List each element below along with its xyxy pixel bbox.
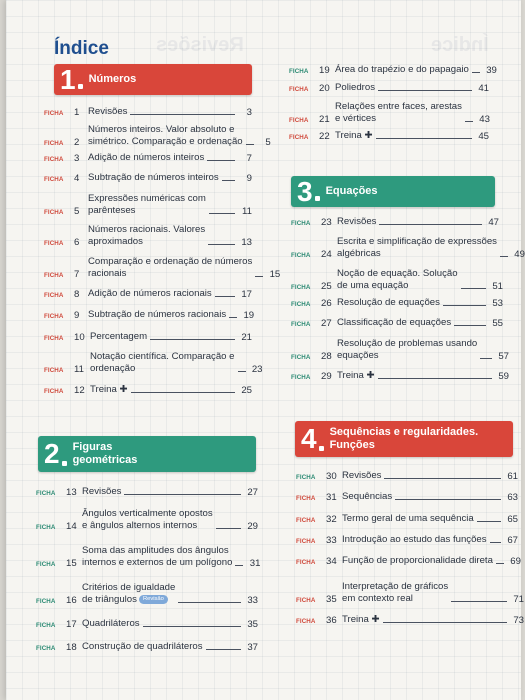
section-header-1 — [54, 64, 252, 95]
toc-entry[interactable] — [296, 470, 518, 482]
section-dot — [78, 84, 83, 89]
plus-icon: ✚ — [116, 384, 128, 395]
entry-title-text: Área do trapézio e do papagaio — [335, 64, 469, 75]
leader-line — [383, 622, 507, 623]
entry-title — [88, 193, 206, 217]
ficha-label: FICHA — [44, 208, 64, 216]
section-name: Números — [88, 73, 137, 86]
ficha-label: FICHA — [291, 251, 311, 259]
entry-title-text: Expressões numéricas com parênteses — [88, 193, 206, 216]
page-number: 67 — [507, 534, 518, 546]
leader-line — [454, 325, 486, 326]
entry-title — [342, 513, 474, 525]
entry-title — [88, 106, 127, 118]
entry-title-text: Resolução de equações — [337, 297, 440, 308]
toc-entry[interactable] — [296, 491, 518, 503]
entry-title — [88, 172, 219, 184]
page-number: 35 — [247, 618, 258, 630]
entry-title-text: Quadriláteros — [82, 618, 140, 629]
entry-title — [90, 331, 147, 343]
section-number: 3 — [297, 175, 313, 207]
page-number: 15 — [269, 268, 281, 280]
ficha-number: 1 — [74, 106, 80, 118]
leader-line — [124, 494, 241, 495]
page-number: 49 — [514, 248, 525, 260]
page-number: 41 — [478, 82, 489, 94]
section-dot — [62, 461, 67, 466]
toc-entry[interactable] — [289, 130, 489, 142]
page-number: 59 — [498, 370, 509, 382]
entry-title — [337, 216, 376, 228]
ficha-number: 14 — [66, 520, 77, 532]
entry-title — [82, 641, 203, 653]
ficha-label: FICHA — [36, 489, 56, 497]
page-number: 51 — [492, 280, 503, 292]
page-number: 39 — [486, 64, 497, 76]
entry-title — [82, 486, 121, 498]
leader-line — [496, 563, 504, 564]
ficha-number: 9 — [74, 309, 80, 321]
page-number: 31 — [249, 557, 261, 569]
plus-icon: ✚ — [368, 614, 380, 625]
ficha-label: FICHA — [44, 175, 64, 183]
ficha-number: 29 — [321, 370, 332, 382]
entry-title — [82, 545, 232, 569]
entry-title-text: Resolução de problemas usando equações — [337, 338, 478, 361]
entry-title-text: Soma das amplitudes dos ângulos internos e externos de um polígono — [82, 545, 233, 568]
ficha-number: 3 — [74, 152, 80, 164]
ficha-label: FICHA — [291, 373, 311, 381]
entry-title — [90, 351, 235, 375]
section-dot — [315, 196, 320, 201]
toc-entry[interactable] — [289, 101, 489, 125]
ficha-number: 26 — [321, 297, 332, 309]
entry-title-text: Adição de números racionais — [88, 288, 212, 299]
entry-title-text: Notação científica. Comparação e ordenação — [90, 351, 235, 374]
page-number: 57 — [498, 350, 509, 362]
toc-entry[interactable] — [44, 331, 252, 343]
ficha-label: FICHA — [44, 239, 64, 247]
plus-icon: ✚ — [363, 370, 375, 381]
toc-entry[interactable] — [36, 508, 258, 532]
ficha-number: 36 — [326, 614, 337, 626]
toc-entry[interactable] — [296, 534, 518, 546]
leader-line — [178, 602, 241, 603]
entry-title-text: Introdução ao estudo das funções — [342, 534, 487, 545]
entry-title-text: Comparação e ordenação de números racionais — [88, 256, 253, 279]
toc-entry[interactable] — [291, 338, 509, 362]
entry-title — [335, 101, 462, 125]
entry-title — [88, 152, 204, 164]
leader-line — [206, 649, 241, 650]
leader-line — [384, 478, 501, 479]
page-number: 45 — [478, 130, 489, 142]
entry-title-text: Subtração de números inteiros — [88, 172, 219, 183]
entry-title — [342, 581, 448, 605]
ficha-number: 6 — [74, 236, 80, 248]
ficha-number: 12 — [74, 384, 85, 396]
entry-title-text: Subtração de números racionais — [88, 309, 227, 320]
ficha-number: 22 — [319, 130, 330, 142]
page-number: 29 — [247, 520, 258, 532]
leader-line — [461, 288, 486, 289]
page-number: 33 — [247, 594, 258, 606]
section-header-4 — [295, 421, 513, 457]
ficha-label: FICHA — [291, 219, 311, 227]
entry-title — [82, 618, 140, 630]
entry-title — [342, 614, 380, 626]
entry-title — [337, 370, 375, 382]
ficha-number: 31 — [326, 491, 337, 503]
ficha-number: 28 — [321, 350, 332, 362]
section-number: 2 — [44, 438, 60, 469]
leader-line — [209, 213, 235, 214]
entry-title — [82, 582, 175, 606]
leader-line — [465, 121, 473, 122]
page-number: 17 — [241, 288, 252, 300]
ficha-number: 35 — [326, 593, 337, 605]
page-number: 43 — [479, 113, 490, 125]
toc-entry[interactable] — [36, 545, 261, 569]
section-number: 4 — [301, 423, 317, 454]
entry-title-text: Sequências — [342, 491, 393, 502]
entry-title-text: Revisões — [88, 106, 128, 117]
toc-entry[interactable] — [44, 224, 252, 248]
entry-title-text: Poliedros — [335, 82, 375, 93]
entry-title-text: Revisões — [342, 470, 382, 481]
toc-entry[interactable] — [291, 317, 503, 329]
ficha-label: FICHA — [44, 366, 64, 374]
leader-line — [215, 296, 235, 297]
ficha-label: FICHA — [291, 320, 311, 328]
leader-line — [131, 392, 235, 393]
ficha-number: 4 — [74, 172, 80, 184]
section-dot — [319, 446, 324, 451]
ficha-number: 16 — [66, 594, 77, 606]
ficha-label: FICHA — [296, 617, 316, 625]
page-number: 71 — [513, 593, 524, 605]
page-number: 53 — [492, 297, 503, 309]
entry-title — [342, 491, 392, 503]
page-number: 55 — [492, 317, 503, 329]
ficha-label: FICHA — [296, 473, 316, 481]
ficha-label: FICHA — [36, 560, 56, 568]
ficha-number: 2 — [74, 136, 80, 148]
ficha-label: FICHA — [36, 597, 56, 605]
ficha-number: 13 — [66, 486, 77, 498]
ficha-number: 10 — [74, 331, 85, 343]
ficha-number: 7 — [74, 268, 80, 280]
page-number: 47 — [488, 216, 499, 228]
leader-line — [378, 90, 472, 91]
page-number: 11 — [242, 205, 252, 217]
leader-line — [379, 224, 482, 225]
page-number: 19 — [243, 309, 255, 321]
entry-title — [335, 130, 373, 142]
ficha-label: FICHA — [44, 155, 64, 163]
leader-line — [208, 244, 235, 245]
leader-line — [395, 499, 501, 500]
section-header-2 — [38, 436, 256, 472]
ficha-label: FICHA — [296, 558, 316, 566]
ficha-number: 5 — [74, 205, 80, 217]
section-name: Figuras geométricas — [72, 441, 138, 466]
entry-title — [90, 384, 128, 396]
entry-title-text: Percentagem — [90, 331, 148, 342]
entry-title-text: Ângulos verticalmente opostos e ângulos alternos internos — [82, 508, 213, 531]
ficha-label: FICHA — [44, 139, 64, 147]
ficha-label: FICHA — [289, 67, 309, 75]
page-number: 3 — [246, 106, 252, 118]
ficha-label: FICHA — [296, 516, 316, 524]
toc-entry[interactable] — [44, 309, 255, 321]
ficha-number: 11 — [74, 363, 84, 375]
page-number: 13 — [241, 236, 252, 248]
entry-title-text: Treina — [90, 384, 117, 395]
entry-title — [82, 508, 213, 532]
leader-line — [216, 528, 241, 529]
ficha-label: FICHA — [296, 596, 316, 604]
ficha-label: FICHA — [36, 644, 56, 652]
toc-entry[interactable] — [44, 152, 252, 164]
ficha-label: FICHA — [36, 621, 56, 629]
toc-entry[interactable] — [291, 370, 509, 382]
leader-line — [378, 378, 492, 379]
ficha-label: FICHA — [289, 116, 309, 124]
toc-entry[interactable] — [44, 351, 263, 375]
page-number: 69 — [510, 555, 521, 567]
ficha-number: 17 — [66, 618, 77, 630]
ficha-number: 25 — [321, 280, 332, 292]
ficha-number: 8 — [74, 288, 80, 300]
page-number: 21 — [241, 331, 252, 343]
page-number: 65 — [507, 513, 518, 525]
toc-entry[interactable] — [44, 106, 252, 118]
entry-title — [335, 82, 375, 94]
ficha-number: 21 — [319, 113, 330, 125]
toc-entry[interactable] — [291, 268, 503, 292]
leader-line — [443, 305, 486, 306]
ficha-number: 23 — [321, 216, 332, 228]
leader-line — [477, 521, 501, 522]
toc-entry[interactable] — [44, 288, 252, 300]
leader-line — [150, 339, 235, 340]
leader-line — [246, 144, 254, 145]
entry-title — [88, 224, 205, 248]
ficha-number: 33 — [326, 534, 337, 546]
entry-title — [88, 309, 226, 321]
entry-title — [88, 288, 212, 300]
page-number: 61 — [507, 470, 518, 482]
toc-entry[interactable] — [36, 618, 258, 630]
leader-line — [472, 72, 480, 73]
ficha-label: FICHA — [291, 283, 311, 291]
entry-title-text: Construção de quadriláteros — [82, 641, 203, 652]
page-title: Índice — [54, 38, 109, 59]
page-number: 23 — [251, 363, 263, 375]
index-page — [6, 0, 525, 700]
leader-line — [500, 256, 508, 257]
ficha-number: 32 — [326, 513, 337, 525]
ficha-label: FICHA — [44, 387, 64, 395]
ficha-number: 15 — [66, 557, 77, 569]
entry-title — [337, 297, 440, 309]
entry-title — [337, 338, 477, 362]
leader-line — [255, 276, 263, 277]
entry-title — [342, 534, 487, 546]
ficha-number: 20 — [319, 82, 330, 94]
entry-title-text: Interpretação de gráficos em contexto real — [342, 581, 449, 604]
entry-title — [337, 236, 497, 260]
ficha-label: FICHA — [36, 523, 56, 531]
ficha-label: FICHA — [296, 494, 316, 502]
entry-title-text: Treina — [337, 370, 364, 381]
page-number: 73 — [513, 614, 524, 626]
page-number: 7 — [246, 152, 252, 164]
entry-title-text: Noção de equação. Solução de uma equação — [337, 268, 458, 291]
toc-entry[interactable] — [291, 216, 499, 228]
entry-title-text: Revisões — [82, 486, 122, 497]
section-name: Equações — [325, 185, 378, 198]
entry-title-text: Adição de números inteiros — [88, 152, 205, 163]
ficha-label: FICHA — [291, 300, 311, 308]
entry-title-text: Revisões — [337, 216, 377, 227]
ficha-number: 19 — [319, 64, 330, 76]
leader-line — [143, 626, 241, 627]
leader-line — [451, 601, 507, 602]
toc-entry[interactable] — [291, 236, 525, 260]
entry-title-text: Termo geral de uma sequência — [342, 513, 474, 524]
plus-icon: ✚ — [361, 130, 373, 141]
entry-title-text: Relações entre faces, arestas e vértices — [335, 101, 462, 124]
toc-entry[interactable] — [296, 614, 524, 626]
leader-line — [207, 160, 235, 161]
ghost-title: Revisões — [156, 34, 244, 56]
leader-line — [238, 371, 246, 372]
toc-entry[interactable] — [36, 486, 258, 498]
entry-title — [88, 256, 252, 280]
toc-entry[interactable] — [36, 582, 258, 606]
page-number: 25 — [241, 384, 252, 396]
toc-entry[interactable] — [296, 581, 524, 605]
leader-line — [229, 317, 237, 318]
ficha-label: FICHA — [44, 109, 64, 117]
toc-entry[interactable] — [44, 124, 271, 148]
leader-line — [130, 114, 235, 115]
ficha-label: FICHA — [44, 271, 64, 279]
ficha-label: FICHA — [44, 312, 64, 320]
leader-line — [235, 565, 243, 566]
entry-title — [88, 124, 243, 148]
entry-title-text: Escrita e simplificação de expressões algébricas — [337, 236, 497, 259]
leader-line — [376, 138, 472, 139]
toc-entry[interactable] — [44, 256, 281, 280]
leader-line — [480, 358, 492, 359]
entry-title — [337, 317, 451, 329]
ficha-label: FICHA — [44, 291, 64, 299]
entry-title-text: Treina — [335, 130, 362, 141]
section-number: 1 — [60, 63, 76, 95]
page-number: 37 — [247, 641, 258, 653]
ficha-label: FICHA — [291, 353, 311, 361]
toc-entry[interactable] — [296, 555, 521, 567]
page-number: 9 — [246, 172, 252, 184]
entry-title-text: Função de proporcionalidade direta — [342, 555, 493, 566]
entry-title-text: Critérios de igualdade de triângulos — [82, 582, 176, 605]
toc-entry[interactable] — [289, 64, 497, 76]
ficha-number: 24 — [321, 248, 332, 260]
toc-entry[interactable] — [44, 384, 252, 396]
entry-title-text: Classificação de equações — [337, 317, 452, 328]
entry-title-text: Treina — [342, 614, 369, 625]
section-header-3 — [291, 176, 495, 207]
toc-entry[interactable] — [44, 193, 252, 217]
entry-title — [342, 470, 381, 482]
entry-title — [342, 555, 493, 567]
page-number: 27 — [247, 486, 258, 498]
toc-entry[interactable] — [289, 82, 489, 94]
entry-title-text: Números racionais. Valores aproximados — [88, 224, 206, 247]
entry-title — [337, 268, 458, 292]
ficha-number: 18 — [66, 641, 77, 653]
toc-entry[interactable] — [36, 641, 258, 653]
ghost-title-mirror: Índice — [431, 34, 489, 56]
leader-line — [490, 542, 501, 543]
entry-title — [335, 64, 469, 76]
ficha-label: FICHA — [296, 537, 316, 545]
section-name: Sequências e regularidades. Funções — [329, 426, 479, 451]
leader-line — [222, 180, 235, 181]
toc-entry[interactable] — [291, 297, 503, 309]
page-number: 63 — [507, 491, 518, 503]
revision-badge: Revisão — [139, 595, 168, 604]
ficha-label: FICHA — [289, 85, 309, 93]
ficha-label: FICHA — [44, 334, 64, 342]
entry-title-text: Números inteiros. Valor absoluto e simétrico. Comparação e ordenação — [88, 124, 243, 147]
ficha-number: 34 — [326, 555, 337, 567]
ficha-number: 27 — [321, 317, 332, 329]
page-number: 5 — [265, 136, 271, 148]
toc-entry[interactable] — [44, 172, 252, 184]
ficha-number: 30 — [326, 470, 337, 482]
toc-entry[interactable] — [296, 513, 518, 525]
ficha-label: FICHA — [289, 133, 309, 141]
